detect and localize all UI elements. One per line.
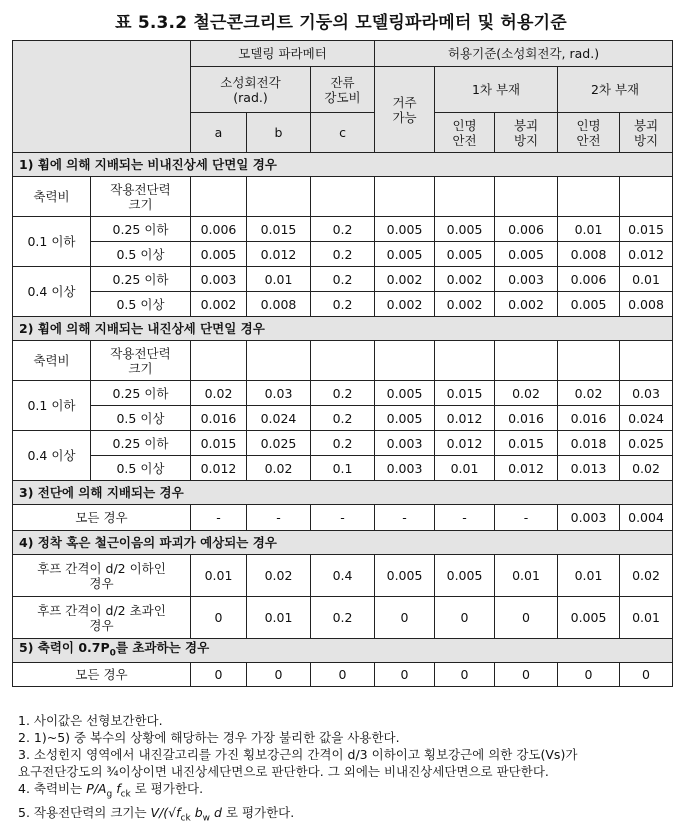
table-row: 후프 간격이 d/2 초과인 경우 0 0.01 0.2 0 0 0 0.005 0.01 [13,597,673,639]
hoop-le-label: 후프 간격이 d/2 이하인 경우 [13,555,191,597]
header-corner [13,41,191,153]
header-c: c [311,113,375,153]
table-title: 표 5.3.2 철근콘크리트 기둥의 모델링파라메터 및 허용기준 [0,8,682,33]
header-b: b [247,113,311,153]
table-row: 0.5 이상 0.005 0.012 0.2 0.005 0.005 0.005 0.008 0.012 [13,242,673,267]
table-notes [18,712,678,827]
table-row: 후프 간격이 d/2 이하인 경우 0.01 0.02 0.4 0.005 0.005 0.01 0.01 0.02 [13,555,673,597]
note-4: 4. 축력비는 $P/A_g$ $f_{ck}$ 로 평가한다. [18,780,678,804]
shear-ge-05: 0.5 이상 [91,406,191,431]
header-primary-life-safety: 인명 안전 [435,113,495,153]
header-immediate-occupancy: 거주 가능 [375,67,435,153]
header-plastic-rotation: 소성회전각 (rad.) [191,67,311,113]
table-row: 모든 경우 0 0 0 0 0 0 0 0 [13,663,673,687]
table-row: 모든 경우 - - - - - - 0.003 0.004 [13,505,673,531]
table-row: 0.1 이하 0.25 이하 0.02 0.03 0.2 0.005 0.015 0.02 0.02 0.03 [13,381,673,406]
section-1-title: 1) 휨에 의해 지배되는 비내진상세 단면일 경우 [13,153,673,177]
header-primary: 1차 부재 [435,67,558,113]
shear-le-025: 0.25 이하 [91,267,191,292]
header-primary-collapse: 붕괴 방지 [495,113,558,153]
hoop-gt-label: 후프 간격이 d/2 초과인 경우 [13,597,191,639]
axial-ge-04: 0.4 이상 [13,431,91,481]
header-secondary: 2차 부재 [558,67,673,113]
shear-le-025: 0.25 이하 [91,381,191,406]
header-secondary-life-safety: 인명 안전 [558,113,620,153]
shear-ge-05: 0.5 이상 [91,292,191,317]
modeling-parameter-table [12,40,673,687]
table-row: 0.4 이상 0.25 이하 0.015 0.025 0.2 0.003 0.012 0.015 0.018 0.025 [13,431,673,456]
table-row: 0.1 이하 0.25 이하 0.006 0.015 0.2 0.005 0.005 0.006 0.01 0.015 [13,217,673,242]
shear-ge-05: 0.5 이상 [91,456,191,481]
section-4-title: 4) 정착 혹은 철근이음의 파괴가 예상되는 경우 [13,531,673,555]
note-2: 2. 1)~5) 중 복수의 상황에 해당하는 경우 가장 불리한 값을 사용한다. [18,729,678,746]
axial-ge-04: 0.4 이상 [13,267,91,317]
header-modeling-params: 모델링 파라메터 [191,41,375,67]
note-5: 5. 작용전단력의 크기는 $V/(√f_{ck}$ $b_w$ d 로 평가한다. [18,804,678,827]
note-1: 1. 사이값은 선형보간한다. [18,712,678,729]
shear-le-025: 0.25 이하 [91,217,191,242]
shear-size-label: 작용전단력 크기 [91,341,191,381]
shear-size-label: 작용전단력 크기 [91,177,191,217]
note-3b: 요구전단강도의 ¾이상이면 내진상세단면으로 판단한다. 그 외에는 비내진상세단면으로 판단한다. [18,763,678,780]
axial-le-01: 0.1 이하 [13,217,91,267]
header-secondary-collapse: 붕괴 방지 [620,113,673,153]
section-5-title: 5) 축력이 $0.7P_0$를 초과하는 경우 [13,639,673,663]
all-cases-label: 모든 경우 [13,505,191,531]
header-a: a [191,113,247,153]
axial-ratio-label: 축력비 [13,177,91,217]
section-2-title: 2) 휨에 의해 지배되는 내진상세 단면일 경우 [13,317,673,341]
table-row: 0.4 이상 0.25 이하 0.003 0.01 0.2 0.002 0.002 0.003 0.006 0.01 [13,267,673,292]
table-row: 0.5 이상 0.012 0.02 0.1 0.003 0.01 0.012 0.013 0.02 [13,456,673,481]
shear-le-025: 0.25 이하 [91,431,191,456]
header-acceptance: 허용기준(소성회전각, rad.) [375,41,673,67]
header-residual-strength: 잔류 강도비 [311,67,375,113]
table-row: 0.5 이상 0.002 0.008 0.2 0.002 0.002 0.002 0.005 0.008 [13,292,673,317]
axial-le-01: 0.1 이하 [13,381,91,431]
all-cases-label: 모든 경우 [13,663,191,687]
note-3a: 3. 소성힌지 영역에서 내진갈고리를 가진 횡보강근의 간격이 d/3 이하이고 횡보강근에 의한 강도(Vs)가 [18,746,678,763]
table-row: 0.5 이상 0.016 0.024 0.2 0.005 0.012 0.016 0.016 0.024 [13,406,673,431]
section-3-title: 3) 전단에 의해 지배되는 경우 [13,481,673,505]
axial-ratio-label: 축력비 [13,341,91,381]
shear-ge-05: 0.5 이상 [91,242,191,267]
